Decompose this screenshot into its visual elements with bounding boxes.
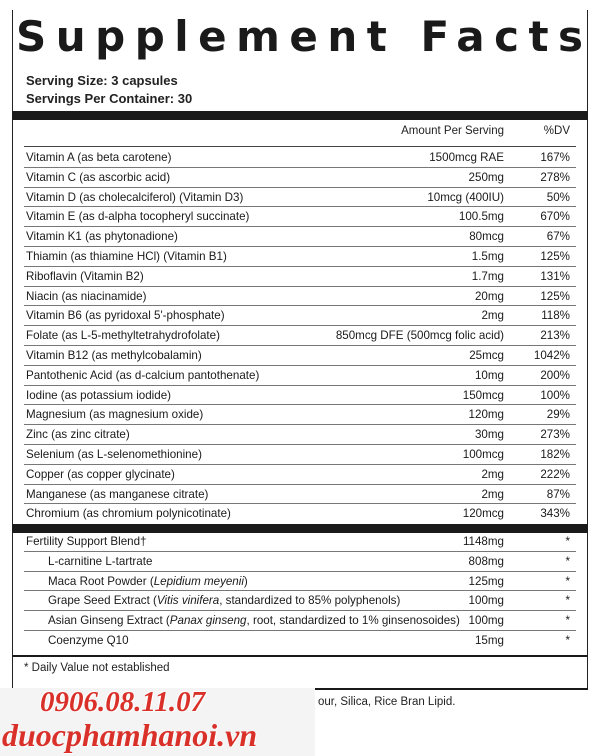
nutrient-name: Vitamin D (as cholecalciferol) (Vitamin D3) [26, 190, 244, 204]
nutrient-name: Vitamin E (as d-alpha tocopheryl succinate) [26, 210, 250, 224]
nutrient-dv: 278% [540, 170, 570, 184]
blend-dv: * [565, 535, 570, 548]
nutrient-name: Selenium (as L-selenomethionine) [26, 447, 202, 461]
header-divider [24, 146, 576, 147]
nutrient-dv: 273% [540, 428, 570, 442]
nutrient-name: Vitamin C (as ascorbic acid) [26, 170, 171, 184]
nutrient-amount: 80mcg [469, 230, 504, 244]
nutrient-amount: 120mcg [462, 507, 504, 521]
nutrient-dv: 29% [546, 408, 570, 422]
nutrient-dv: 100% [540, 388, 570, 402]
nutrient-name: Iodine (as potassium iodide) [26, 388, 172, 402]
table-row [24, 532, 576, 552]
ingredient-dv: * [565, 574, 570, 588]
table-row [24, 287, 576, 307]
table-row [24, 445, 576, 465]
thick-divider-top [12, 111, 588, 120]
nutrient-dv: 343% [540, 507, 570, 521]
ingredient-name: Asian Ginseng Extract (Panax ginseng, root, standardized to 1% ginsenosoides) [48, 614, 460, 628]
nutrient-amount: 30mg [474, 428, 504, 442]
nutrient-name: Manganese (as manganese citrate) [26, 487, 209, 501]
nutrient-dv: 131% [540, 269, 570, 283]
nutrient-amount: 2mg [481, 309, 504, 323]
nutrient-name: Chromium (as chromium polynicotinate) [26, 507, 231, 521]
ingredient-amount: 808mg [468, 554, 504, 568]
ingredient-name: Coenzyme Q10 [48, 633, 129, 647]
table-row [24, 611, 576, 631]
table-row [24, 207, 576, 227]
table-row [24, 366, 576, 386]
table-row [24, 148, 576, 168]
nutrient-dv: 67% [546, 230, 570, 244]
ingredient-name: Grape Seed Extract (Vitis vinifera, standardized to 85% polyphenols) [48, 594, 401, 608]
nutrient-name: Vitamin B6 (as pyridoxal 5'-phosphate) [26, 309, 225, 323]
nutrient-amount: 2mg [481, 487, 504, 501]
nutrient-amount: 2mg [481, 467, 504, 481]
nutrient-amount: 20mg [474, 289, 504, 303]
nutrient-name: Pantothenic Acid (as d-calcium pantothenate) [26, 368, 260, 382]
nutrient-name: Niacin (as niacinamide) [26, 289, 147, 303]
table-row [24, 168, 576, 188]
nutrient-amount: 25mcg [469, 348, 504, 362]
nutrient-dv: 670% [540, 210, 570, 224]
amount-header: Amount Per Serving [401, 125, 504, 137]
daily-value-footnote: * Daily Value not established [24, 662, 170, 674]
nutrient-amount: 1.5mg [471, 249, 504, 263]
ingredient-dv: * [565, 554, 570, 568]
table-row [24, 591, 576, 611]
watermark-phone: 0906.08.11.07 [40, 686, 206, 718]
nutrient-dv: 1042% [533, 348, 570, 362]
ingredient-amount: 100mg [468, 614, 504, 628]
table-row [24, 572, 576, 592]
nutrient-dv: 125% [540, 289, 570, 303]
ingredient-amount: 15mg [474, 633, 504, 647]
footnote-divider [12, 655, 588, 657]
table-row [24, 504, 576, 524]
nutrient-dv: 50% [546, 190, 570, 204]
nutrient-name: Riboflavin (Vitamin B2) [26, 269, 144, 283]
blend-table [24, 532, 576, 651]
nutrient-name: Thiamin (as thiamine HCl) (Vitamin B1) [26, 249, 227, 263]
nutrient-dv: 213% [540, 329, 570, 343]
vitamin-table [24, 148, 576, 524]
ingredient-amount: 125mg [468, 574, 504, 588]
table-row [24, 386, 576, 406]
nutrient-amount: 10mcg (400IU) [427, 190, 504, 204]
nutrient-amount: 100.5mg [458, 210, 504, 224]
nutrient-dv: 167% [540, 151, 570, 164]
nutrient-dv: 125% [540, 249, 570, 263]
table-row [24, 188, 576, 208]
column-header [24, 125, 576, 139]
nutrient-name: Folate (as L-5-methyltetrahydrofolate) [26, 329, 220, 343]
nutrient-dv: 87% [546, 487, 570, 501]
ingredient-dv: * [565, 633, 570, 647]
nutrient-name: Vitamin B12 (as methylcobalamin) [26, 348, 202, 362]
table-row [24, 552, 576, 572]
nutrient-amount: 250mg [468, 170, 504, 184]
other-ingredients-text: our, Silica, Rice Bran Lipid. [318, 696, 456, 708]
table-row [24, 425, 576, 445]
nutrient-dv: 118% [541, 309, 570, 323]
table-row [24, 326, 576, 346]
nutrient-name: Vitamin A (as beta carotene) [26, 151, 172, 164]
blend-amount: 1148mg [462, 535, 504, 548]
nutrient-dv: 222% [540, 467, 570, 481]
ingredient-dv: * [565, 614, 570, 628]
blend-name: Fertility Support Blend† [26, 535, 147, 548]
nutrient-dv: 200% [540, 368, 570, 382]
serving-size: Serving Size: 3 capsules [26, 73, 178, 88]
ingredient-name: Maca Root Powder (Lepidium meyenii) [48, 574, 248, 588]
nutrient-amount: 120mg [468, 408, 504, 422]
servings-per-container: Servings Per Container: 30 [26, 91, 193, 106]
ingredient-name: L-carnitine L-tartrate [48, 554, 153, 568]
nutrient-name: Magnesium (as magnesium oxide) [26, 408, 204, 422]
watermark-site: duocphamhanoi.vn [2, 717, 258, 753]
nutrient-amount: 100mcg [462, 447, 504, 461]
nutrient-dv: 182% [540, 447, 570, 461]
table-row [24, 405, 576, 425]
ingredient-dv: * [565, 594, 570, 608]
table-row [24, 346, 576, 366]
nutrient-name: Zinc (as zinc citrate) [26, 428, 130, 442]
nutrient-amount: 1500mcg RAE [429, 151, 504, 164]
nutrient-name: Copper (as copper glycinate) [26, 467, 175, 481]
table-row [24, 631, 576, 651]
nutrient-amount: 150mcg [462, 388, 504, 402]
nutrient-amount: 10mg [474, 368, 504, 382]
nutrient-name: Vitamin K1 (as phytonadione) [26, 230, 178, 244]
nutrient-amount: 850mcg DFE (500mcg folic acid) [335, 329, 504, 343]
dv-header: %DV [543, 125, 570, 137]
table-row [24, 267, 576, 287]
table-row [24, 465, 576, 485]
table-row [24, 485, 576, 505]
table-row [24, 227, 576, 247]
nutrient-amount: 1.7mg [471, 269, 504, 283]
table-row [24, 306, 576, 326]
ingredient-amount: 100mg [468, 594, 504, 608]
table-row [24, 247, 576, 267]
panel-title: Supplement Facts [16, 12, 593, 61]
